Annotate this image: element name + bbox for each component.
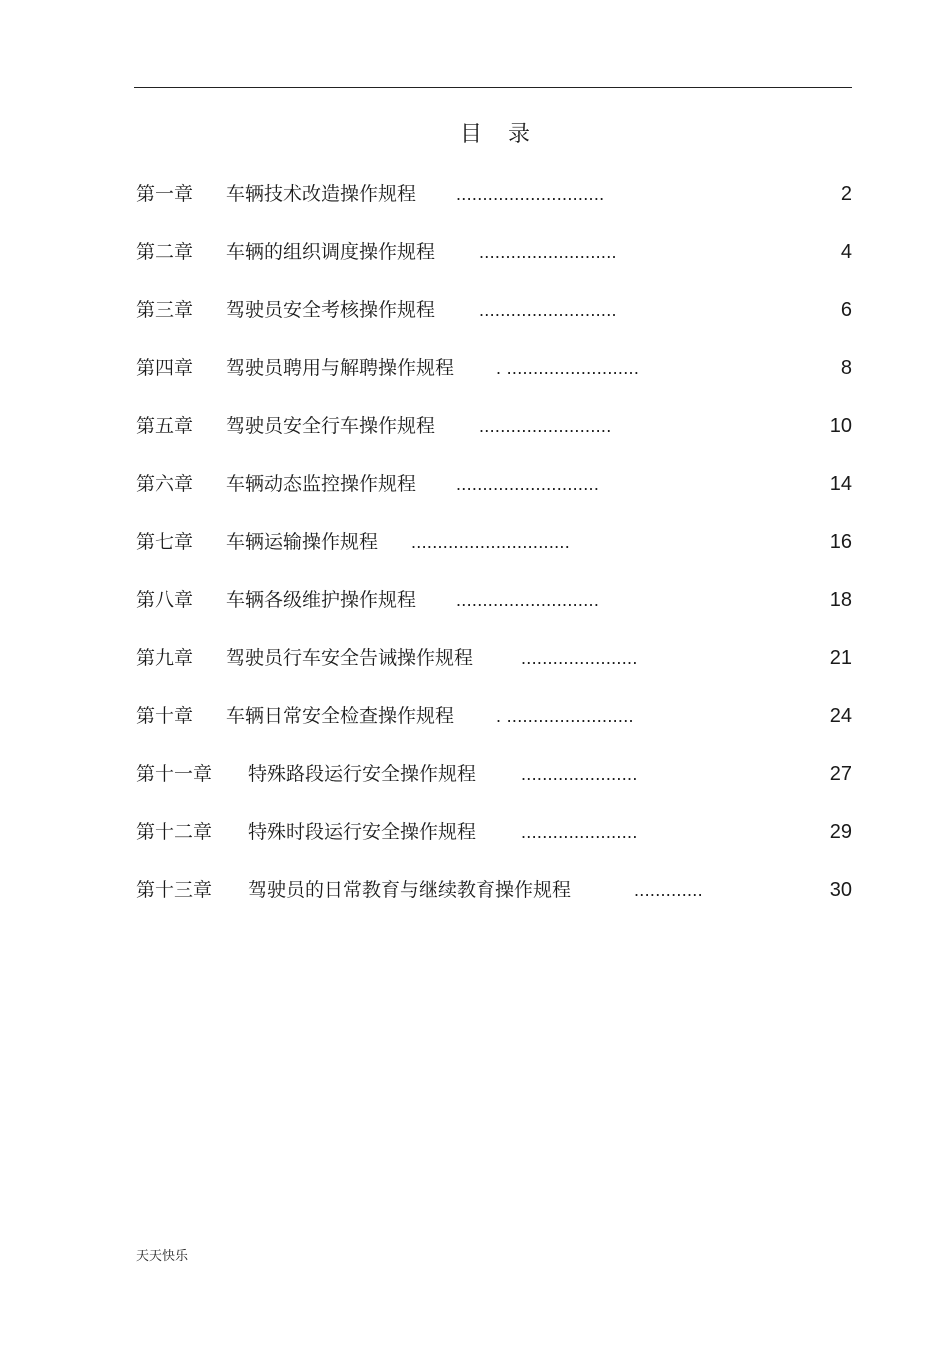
toc-heading-char-2: 录 — [508, 122, 531, 147]
leader-dots: .......................... — [479, 242, 617, 262]
toc-entry-2[interactable] — [136, 238, 852, 296]
toc-entry-6[interactable] — [136, 470, 852, 528]
page-number: 8 — [840, 357, 852, 379]
toc-entry-9[interactable] — [136, 644, 852, 702]
page-number: 18 — [829, 589, 852, 611]
page-number: 16 — [829, 531, 852, 553]
leader-dots: .......................... — [479, 300, 617, 320]
toc-entry-13[interactable] — [136, 876, 852, 934]
chapter-title: 车辆动态监控操作规程 — [226, 473, 417, 495]
chapter-number: 第十二章 — [136, 821, 213, 843]
chapter-number: 第三章 — [136, 299, 194, 321]
page-number: 10 — [829, 415, 852, 437]
chapter-title: 车辆的组织调度操作规程 — [226, 241, 436, 263]
page-number: 14 — [829, 473, 852, 495]
leader-dots: . ........................ — [496, 706, 634, 726]
chapter-number: 第十一章 — [136, 763, 213, 785]
leader-dots: .............................. — [411, 532, 571, 552]
toc-entry-11[interactable] — [136, 760, 852, 818]
page-number: 30 — [829, 879, 852, 901]
leader-dots: . ......................... — [496, 358, 640, 378]
toc-entry-5[interactable] — [136, 412, 852, 470]
chapter-title: 特殊路段运行安全操作规程 — [248, 763, 477, 785]
page-number: 24 — [829, 705, 852, 727]
toc-entry-4[interactable] — [136, 354, 852, 412]
page-number: 4 — [840, 241, 852, 263]
chapter-title: 特殊时段运行安全操作规程 — [248, 821, 477, 843]
leader-dots: ............................ — [456, 184, 605, 204]
chapter-title: 驾驶员聘用与解聘操作规程 — [226, 357, 455, 379]
page-footer: 天天快乐 — [136, 1249, 189, 1264]
chapter-title: 车辆各级维护操作规程 — [226, 589, 417, 611]
leader-dots: ......................... — [479, 416, 612, 436]
page-number: 2 — [840, 183, 852, 205]
chapter-title: 车辆运输操作规程 — [226, 531, 379, 553]
toc-entry-7[interactable] — [136, 528, 852, 586]
chapter-number: 第十三章 — [136, 879, 213, 901]
chapter-number: 第六章 — [136, 473, 194, 495]
page-number: 6 — [840, 299, 852, 321]
chapter-title: 车辆技术改造操作规程 — [226, 183, 417, 205]
leader-dots: ...................... — [521, 822, 638, 842]
toc-entry-10[interactable] — [136, 702, 852, 760]
leader-dots: ...................... — [521, 764, 638, 784]
chapter-number: 第九章 — [136, 647, 194, 669]
chapter-number: 第二章 — [136, 241, 194, 263]
toc-entry-1[interactable] — [136, 180, 852, 238]
chapter-number: 第八章 — [136, 589, 194, 611]
chapter-title: 驾驶员行车安全告诫操作规程 — [226, 647, 474, 669]
chapter-number: 第一章 — [136, 183, 194, 205]
leader-dots: ............. — [634, 880, 703, 900]
page-number: 29 — [829, 821, 852, 843]
toc-entry-8[interactable] — [136, 586, 852, 644]
chapter-number: 第十章 — [136, 705, 194, 727]
chapter-title: 驾驶员的日常教育与继续教育操作规程 — [248, 879, 572, 901]
page-number: 27 — [829, 763, 852, 785]
chapter-number: 第五章 — [136, 415, 194, 437]
table-of-contents — [136, 180, 852, 934]
leader-dots: ........................... — [456, 474, 600, 494]
toc-heading-char-1: 目 — [459, 122, 482, 147]
chapter-title: 驾驶员安全行车操作规程 — [226, 415, 436, 437]
chapter-number: 第七章 — [136, 531, 194, 553]
chapter-number: 第四章 — [136, 357, 194, 379]
leader-dots: ........................... — [456, 590, 600, 610]
toc-heading — [0, 121, 950, 149]
leader-dots: ...................... — [521, 648, 638, 668]
toc-entry-12[interactable] — [136, 818, 852, 876]
chapter-title: 驾驶员安全考核操作规程 — [226, 299, 436, 321]
chapter-title: 车辆日常安全检查操作规程 — [226, 705, 455, 727]
page-number: 21 — [829, 647, 852, 669]
header-rule — [134, 87, 852, 88]
toc-entry-3[interactable] — [136, 296, 852, 354]
